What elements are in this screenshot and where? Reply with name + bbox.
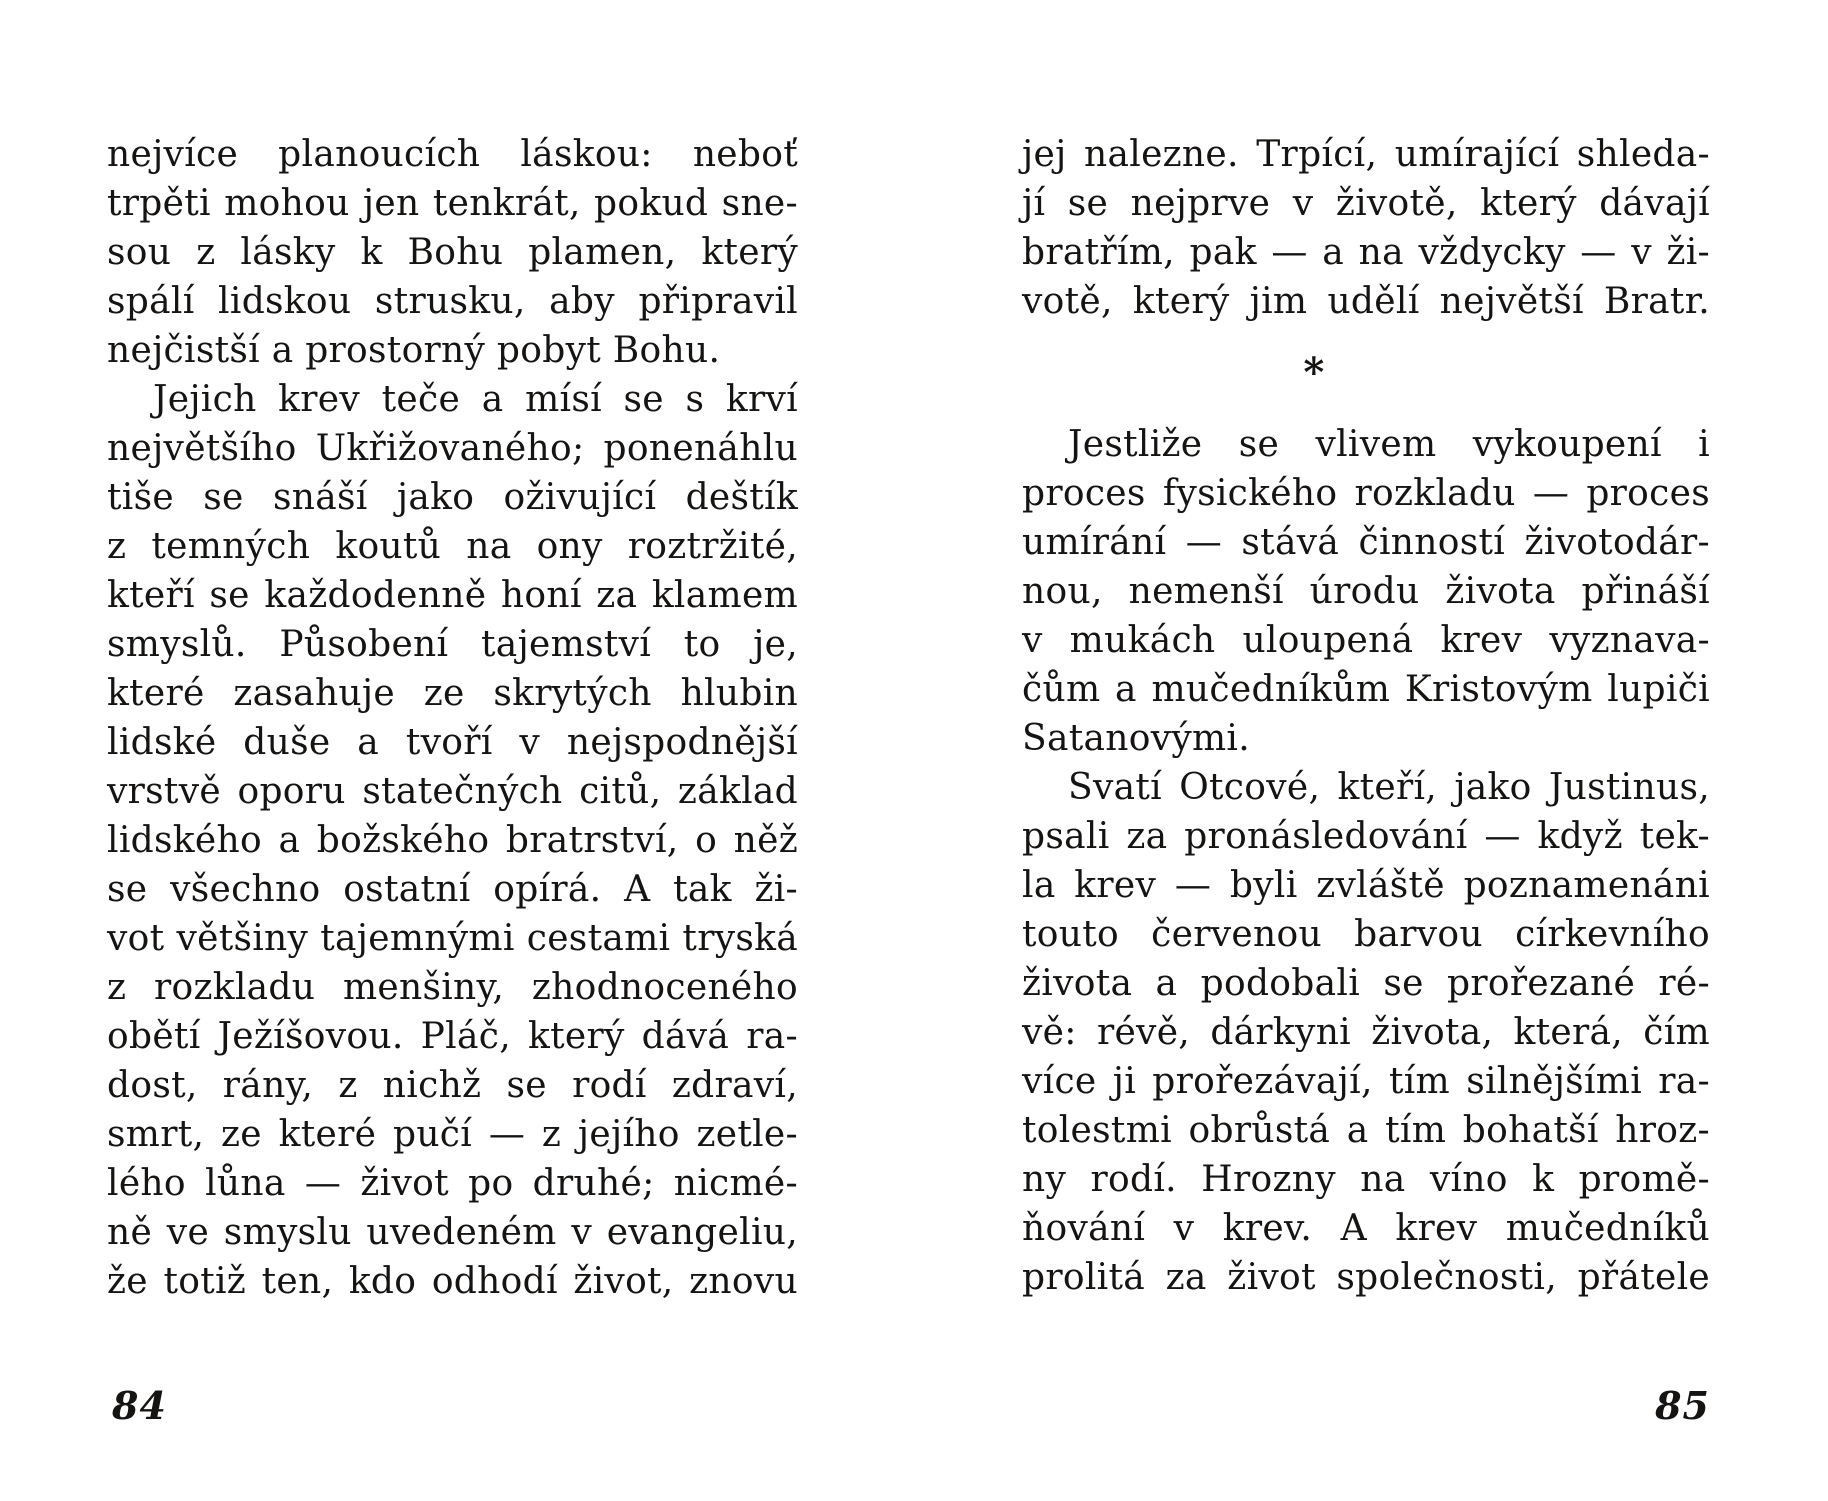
text-line: vot většiny tajemnými cestami tryská xyxy=(107,918,798,959)
text-line: nejčistší a prostorný pobyt Bohu. xyxy=(107,330,721,371)
text-line: se všechno ostatní opírá. A tak ži- xyxy=(107,869,798,910)
text-line: prolitá za život společnosti, přátele xyxy=(1022,1257,1710,1298)
text-line: Jejich krev teče a mísí se s krví xyxy=(153,379,798,420)
text-line: že totiž ten, kdo odhodí život, znovu xyxy=(107,1261,798,1302)
text-line: více ji prořezávají, tím silnějšími ra- xyxy=(1022,1061,1710,1102)
text-line: dost, rány, z nichž se rodí zdraví, xyxy=(107,1065,798,1106)
text-line: Satanovými. xyxy=(1022,718,1250,759)
text-line: z rozkladu menšiny, zhodnoceného xyxy=(107,967,798,1008)
page-number-right: 85 xyxy=(1655,1383,1710,1428)
text-line: ně ve smyslu uvedeném v evangeliu, xyxy=(107,1212,798,1253)
text-line: vrstvě oporu statečných citů, základ xyxy=(107,771,798,812)
text-line: votě, který jim udělí největší Bratr. xyxy=(1022,281,1710,322)
text-line: čům a mučedníkům Kristovým lupiči xyxy=(1022,669,1710,710)
text-line: kteří se každodenně honí za klamem xyxy=(107,575,798,616)
text-line: lého lůna — život po druhé; nicmé- xyxy=(107,1163,798,1204)
section-separator-asterisk: * xyxy=(1303,349,1325,396)
text-line: tolestmi obrůstá a tím bohatší hroz- xyxy=(1022,1110,1710,1151)
text-line: v mukách uloupená krev vyznava- xyxy=(1022,620,1710,661)
page-number-left: 84 xyxy=(112,1383,167,1428)
text-line: vě: révě, dárkyni života, která, čím xyxy=(1022,1012,1710,1053)
text-line: lidské duše a tvoří v nejspodnější xyxy=(107,722,798,763)
text-line: Jestliže se vlivem vykoupení i xyxy=(1068,424,1710,465)
text-line: la krev — byli zvláště poznamenáni xyxy=(1022,865,1710,906)
text-line: Svatí Otcové, kteří, jako Justinus, xyxy=(1068,767,1710,808)
text-line: trpěti mohou jen tenkrát, pokud sne- xyxy=(107,183,798,224)
page-left-text-column xyxy=(107,130,798,1306)
text-line: psali za pronásledování — když tek- xyxy=(1022,816,1710,857)
text-line: umírání — stává činností životodár- xyxy=(1022,522,1710,563)
text-line: největšího Ukřižovaného; ponenáhlu xyxy=(107,428,798,469)
text-line: spálí lidskou strusku, aby připravil xyxy=(107,281,798,322)
text-line: jí se nejprve v životě, který dávají xyxy=(1022,183,1710,224)
text-line: tiše se snáší jako oživující deštík xyxy=(107,477,798,518)
page-right-text-column xyxy=(1022,130,1710,1302)
text-line: touto červenou barvou církevního xyxy=(1022,914,1710,955)
text-line: bratřím, pak — a na vždycky — v ži- xyxy=(1022,232,1710,273)
text-line: proces fysického rozkladu — proces xyxy=(1022,473,1710,514)
text-line: nejvíce planoucích láskou: neboť xyxy=(107,134,798,175)
text-line: které zasahuje ze skrytých hlubin xyxy=(107,673,798,714)
text-line: ny rodí. Hrozny na víno k promě- xyxy=(1022,1159,1710,1200)
text-line: obětí Ježíšovou. Pláč, který dává ra- xyxy=(107,1016,798,1057)
text-line: ňování v krev. A krev mučedníků xyxy=(1022,1208,1710,1249)
text-line: smrt, ze které pučí — z jejího zetle- xyxy=(107,1114,798,1155)
text-line: nou, nemenší úrodu života přináší xyxy=(1022,571,1710,612)
text-line: smyslů. Působení tajemství to je, xyxy=(107,624,798,665)
text-line: života a podobali se prořezané ré- xyxy=(1022,963,1710,1004)
text-line: jej nalezne. Trpící, umírající shleda- xyxy=(1022,134,1710,175)
text-line: lidského a božského bratrství, o něž xyxy=(107,820,798,861)
text-line: z temných koutů na ony roztržité, xyxy=(107,526,798,567)
text-line: sou z lásky k Bohu plamen, který xyxy=(107,232,798,273)
